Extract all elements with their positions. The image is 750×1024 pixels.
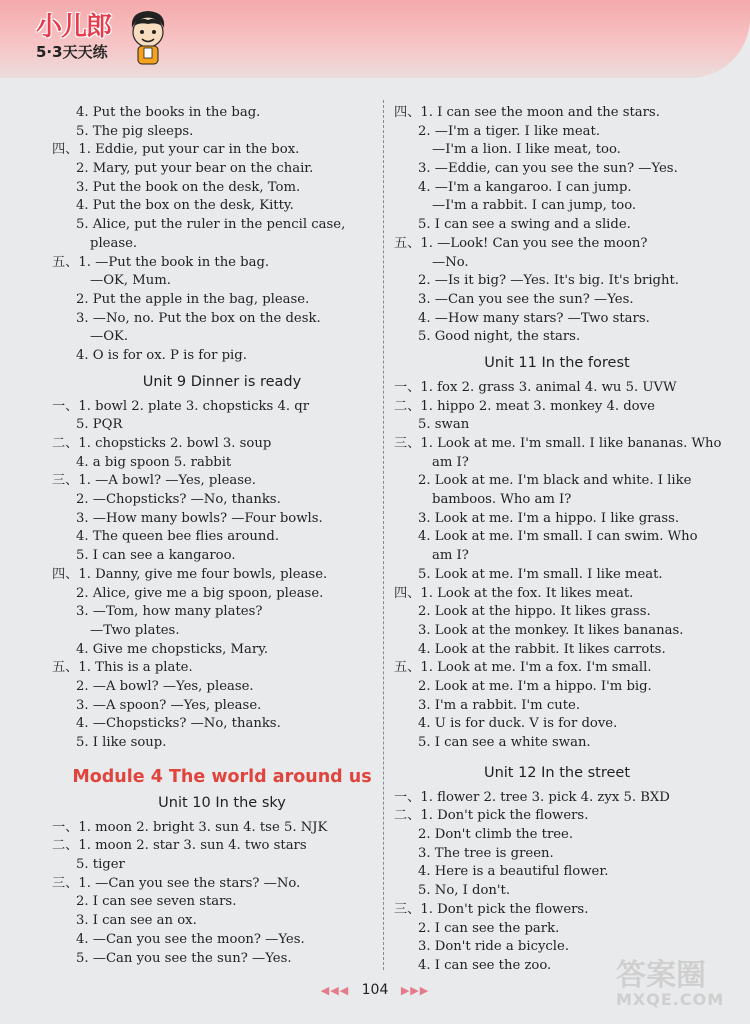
site-watermark xyxy=(616,950,724,1009)
answer-text: 1. I can see the moon and the stars. xyxy=(420,105,660,120)
watermark-logo: 答案圈 xyxy=(616,958,706,993)
answer-text: 5. The pig sleeps. xyxy=(76,123,194,139)
answer-line xyxy=(394,104,720,123)
answer-line xyxy=(394,826,720,845)
section-number: 四、 xyxy=(394,105,421,120)
answer-text: 2. I can see the park. xyxy=(418,920,560,936)
answer-line xyxy=(52,254,392,273)
answer-line xyxy=(394,566,720,585)
answer-line xyxy=(394,160,720,179)
answer-line xyxy=(394,697,720,716)
answer-text: 2. —Chopsticks? —No, thanks. xyxy=(76,492,281,508)
answer-line xyxy=(394,310,720,329)
answer-line xyxy=(394,845,720,864)
answer-text: 3. —Can you see the sun? —Yes. xyxy=(418,291,634,307)
answer-text: 4. —Chopsticks? —No, thanks. xyxy=(76,716,281,732)
answer-text: 4. Here is a beautiful flower. xyxy=(418,864,609,880)
answer-line xyxy=(394,882,720,901)
section-number: 二、 xyxy=(52,838,79,854)
answer-text: 1. hippo 2. meat 3. monkey 4. dove xyxy=(420,398,655,414)
answer-text: 2. Look at the hippo. It likes grass. xyxy=(418,604,651,620)
answer-line xyxy=(52,197,392,216)
answer-text: 1. Don't pick the flowers. xyxy=(420,901,589,917)
answer-line xyxy=(52,141,392,160)
answer-text: 2. Look at me. I'm black and white. I like xyxy=(418,473,692,489)
answer-line xyxy=(394,179,720,198)
answer-line xyxy=(52,893,392,912)
answer-line xyxy=(394,398,720,417)
logo-title: 小儿郎 xyxy=(36,12,112,42)
section-number: 五、 xyxy=(52,254,79,270)
answer-text: 2. Don't climb the tree. xyxy=(418,827,574,843)
answer-line xyxy=(394,291,720,310)
answer-line xyxy=(394,491,720,510)
answer-line xyxy=(52,347,392,366)
answer-line xyxy=(52,216,392,235)
answer-line xyxy=(52,875,392,894)
answer-text: please. xyxy=(90,235,138,251)
answer-text: 2. Put the apple in the bag, please. xyxy=(76,291,310,307)
answer-line xyxy=(394,123,720,142)
answer-line xyxy=(52,547,392,566)
answer-line xyxy=(394,659,720,678)
section-number: 五、 xyxy=(394,660,421,676)
answer-text: 4. a big spoon 5. rabbit xyxy=(76,454,232,470)
answer-line xyxy=(52,566,392,585)
section-number: 二、 xyxy=(52,436,79,451)
section-number: 三、 xyxy=(394,436,421,451)
answer-line xyxy=(394,901,720,920)
answer-line xyxy=(394,920,720,939)
answer-text: am I? xyxy=(432,548,469,564)
answer-line xyxy=(52,603,392,622)
answer-line xyxy=(394,216,720,235)
answer-text: 1. moon 2. star 3. sun 4. two stars xyxy=(78,838,307,854)
answer-line xyxy=(52,123,392,142)
answer-line xyxy=(394,734,720,753)
answer-line xyxy=(394,254,720,273)
unit-12-answers xyxy=(394,789,720,976)
answer-line xyxy=(52,734,392,753)
answer-text: 1. bowl 2. plate 3. chopsticks 4. qr xyxy=(78,398,309,414)
logo-subtitle: 5·3天天练 xyxy=(36,43,108,61)
answer-text: 1. —Look! Can you see the moon? xyxy=(420,235,648,251)
answer-line xyxy=(394,547,720,566)
answer-line xyxy=(52,491,392,510)
answer-line xyxy=(52,715,392,734)
answer-line xyxy=(52,416,392,435)
answer-line xyxy=(52,328,392,347)
section-number: 二、 xyxy=(394,808,421,824)
answer-line xyxy=(52,454,392,473)
section-number: 三、 xyxy=(394,901,421,917)
answer-text: 3. —A spoon? —Yes, please. xyxy=(76,697,262,713)
answer-text: 3. Look at me. I'm a hippo. I like grass. xyxy=(418,510,680,526)
answer-line xyxy=(394,197,720,216)
answer-text: 1. chopsticks 2. bowl 3. soup xyxy=(78,436,272,451)
answer-text: 2. Alice, give me a big spoon, please. xyxy=(76,585,324,601)
answer-text: 2. Look at me. I'm a hippo. I'm big. xyxy=(418,678,652,694)
answer-line xyxy=(394,641,720,660)
answer-text: —Two plates. xyxy=(90,622,180,638)
answer-text: 1. flower 2. tree 3. pick 4. zyx 5. BXD xyxy=(420,789,670,805)
answer-text: 5. I can see a swing and a slide. xyxy=(418,217,631,233)
answer-line xyxy=(394,789,720,808)
answer-line xyxy=(52,585,392,604)
answer-line xyxy=(52,510,392,529)
unit-9-title: Unit 9 Dinner is ready xyxy=(142,373,302,390)
answer-text: 3. —Eddie, can you see the sun? —Yes. xyxy=(418,161,678,177)
answer-text: 3. —How many bowls? —Four bowls. xyxy=(76,510,323,526)
answer-line xyxy=(394,416,720,435)
answer-text: 3. —No, no. Put the box on the desk. xyxy=(76,310,321,326)
answer-text: 1. —Put the book in the bag. xyxy=(78,254,270,270)
answer-line xyxy=(52,622,392,641)
answer-line xyxy=(394,454,720,473)
answer-text: 5. Alice, put the ruler in the pencil case, xyxy=(76,217,346,233)
answer-text: am I? xyxy=(432,454,469,470)
answer-text: 4. Put the box on the desk, Kitty. xyxy=(76,198,294,214)
answer-line xyxy=(52,272,392,291)
answer-text: 2. I can see seven stars. xyxy=(76,894,237,910)
answer-text: bamboos. Who am I? xyxy=(432,492,572,508)
answer-line xyxy=(394,807,720,826)
answer-line xyxy=(394,715,720,734)
answer-text: 3. Put the book on the desk, Tom. xyxy=(76,179,301,195)
header-banner xyxy=(0,0,750,78)
answer-block-continued xyxy=(394,104,720,347)
section-number: 三、 xyxy=(52,875,79,891)
answer-text: 3. I'm a rabbit. I'm cute. xyxy=(418,697,581,713)
answer-line xyxy=(394,328,720,347)
answer-text: 5. —Can you see the sun? —Yes. xyxy=(76,950,292,966)
answer-text: 5. tiger xyxy=(76,857,125,873)
answer-text: 5. swan xyxy=(418,417,470,433)
answer-text: 5. Good night, the stars. xyxy=(418,329,581,345)
answer-line xyxy=(394,510,720,529)
answer-line xyxy=(52,697,392,716)
section-number: 五、 xyxy=(52,660,79,676)
answer-line xyxy=(394,435,720,454)
answer-line xyxy=(394,235,720,254)
section-number: 二、 xyxy=(394,398,421,414)
answer-line xyxy=(52,837,392,856)
answer-line xyxy=(52,160,392,179)
answer-text: 4. The queen bee flies around. xyxy=(76,529,280,545)
answer-line xyxy=(52,472,392,491)
section-number: 四、 xyxy=(394,585,421,601)
answer-text: 5. Look at me. I'm small. I like meat. xyxy=(418,566,663,582)
section-number: 一、 xyxy=(52,398,79,414)
answer-text: —OK, Mum. xyxy=(90,273,171,289)
unit-9-answers xyxy=(52,398,392,753)
answer-text: 2. —I'm a tiger. I like meat. xyxy=(418,123,601,139)
answer-text: —I'm a lion. I like meat, too. xyxy=(432,142,621,158)
answer-text: 4. Look at me. I'm small. I can swim. Who xyxy=(418,529,698,545)
answer-line xyxy=(394,603,720,622)
section-number: 四、 xyxy=(52,142,79,158)
answer-line xyxy=(52,235,392,254)
section-number: 一、 xyxy=(394,789,421,805)
mascot-boy-icon xyxy=(126,8,170,66)
answer-text: 4. U is for duck. V is for dove. xyxy=(418,716,618,732)
brand-logo xyxy=(36,6,111,62)
answer-text: —OK. xyxy=(90,329,129,345)
answer-text: 1. —Can you see the stars? —No. xyxy=(78,875,301,891)
page-number: 104 xyxy=(361,982,389,998)
answer-line xyxy=(52,435,392,454)
left-column xyxy=(52,104,392,968)
answer-line xyxy=(52,912,392,931)
answer-line xyxy=(52,310,392,329)
answer-text: 5. PQR xyxy=(76,417,123,433)
answer-text: 2. —Is it big? —Yes. It's big. It's bright. xyxy=(418,273,679,289)
answer-text: 4. Put the books in the bag. xyxy=(76,105,261,120)
answer-text: 1. moon 2. bright 3. sun 4. tse 5. NJK xyxy=(78,819,328,835)
answer-line xyxy=(52,641,392,660)
answer-text: 1. This is a plate. xyxy=(78,660,193,676)
unit-10-title: Unit 10 In the sky xyxy=(158,794,286,811)
section-number: 一、 xyxy=(394,379,421,395)
answer-line xyxy=(394,141,720,160)
answer-line xyxy=(52,950,392,969)
answer-line xyxy=(394,622,720,641)
watermark-url: MXQE.COM xyxy=(616,990,725,1009)
answer-text: 1. —A bowl? —Yes, please. xyxy=(78,473,256,489)
answer-text: 5. No, I don't. xyxy=(418,883,511,899)
answer-line xyxy=(52,931,392,950)
answer-text: 3. Don't ride a bicycle. xyxy=(418,939,570,955)
answer-line xyxy=(52,819,392,838)
answer-text: 4. O is for ox. P is for pig. xyxy=(76,347,247,363)
answer-text: 1. Look at me. I'm a fox. I'm small. xyxy=(420,660,652,676)
answer-text: 5. I can see a kangaroo. xyxy=(76,548,236,564)
section-number: 一、 xyxy=(52,819,79,835)
answer-text: 4. I can see the zoo. xyxy=(418,957,552,973)
answer-line xyxy=(52,398,392,417)
answer-line xyxy=(52,659,392,678)
answer-line xyxy=(52,104,392,123)
answer-line xyxy=(52,291,392,310)
answer-line xyxy=(52,678,392,697)
answer-text: —I'm a rabbit. I can jump, too. xyxy=(432,198,637,214)
answer-text: 3. Look at the monkey. It likes bananas. xyxy=(418,622,684,638)
unit-10-answers xyxy=(52,819,392,969)
answer-text: 5. I can see a white swan. xyxy=(418,735,591,750)
answer-line xyxy=(52,179,392,198)
section-number: 四、 xyxy=(52,566,79,582)
answer-text: 3. The tree is green. xyxy=(418,845,554,861)
right-column xyxy=(394,104,720,976)
unit-12-title: Unit 12 In the street xyxy=(483,764,631,781)
section-number: 五、 xyxy=(394,235,421,251)
answer-line xyxy=(394,678,720,697)
answer-line xyxy=(394,528,720,547)
answer-text: 3. I can see an ox. xyxy=(76,913,197,929)
answer-text: 1. Don't pick the flowers. xyxy=(420,808,589,824)
answer-text: 4. Give me chopsticks, Mary. xyxy=(76,641,269,657)
answer-text: 1. Danny, give me four bowls, please. xyxy=(78,566,328,582)
unit-11-title: Unit 11 In the forest xyxy=(484,354,630,371)
answer-text: 1. Look at me. I'm small. I like bananas. Who xyxy=(420,436,722,451)
answer-line xyxy=(394,379,720,398)
answer-line xyxy=(52,856,392,875)
answer-text: 2. Mary, put your bear on the chair. xyxy=(76,161,314,177)
answer-text: 1. Look at the fox. It likes meat. xyxy=(420,585,634,601)
answer-text: 4. —Can you see the moon? —Yes. xyxy=(76,931,305,947)
answer-line xyxy=(394,863,720,882)
answer-text: 4. —How many stars? —Two stars. xyxy=(418,310,650,326)
answer-text: 1. fox 2. grass 3. animal 4. wu 5. UVW xyxy=(420,379,677,395)
section-number: 三、 xyxy=(52,473,79,489)
answer-text: 3. —Tom, how many plates? xyxy=(76,604,263,620)
answer-line xyxy=(394,585,720,604)
answer-text: 4. Look at the rabbit. It likes carrots. xyxy=(418,641,666,657)
right-arrows-icon: ▶▶▶ xyxy=(400,984,430,997)
answer-text: 2. —A bowl? —Yes, please. xyxy=(76,678,254,694)
left-arrows-icon: ◀◀◀ xyxy=(320,984,350,997)
answer-block-continued xyxy=(52,104,392,366)
unit-11-answers xyxy=(394,379,720,753)
answer-line xyxy=(394,472,720,491)
answer-line xyxy=(52,528,392,547)
answer-text: 4. —I'm a kangaroo. I can jump. xyxy=(418,179,632,195)
answer-line xyxy=(394,272,720,291)
module-4-title: Module 4 The world around us xyxy=(72,766,372,787)
answer-text: —No. xyxy=(432,254,469,270)
answer-text: 5. I like soup. xyxy=(76,735,167,750)
answer-text: 1. Eddie, put your car in the box. xyxy=(78,142,300,158)
